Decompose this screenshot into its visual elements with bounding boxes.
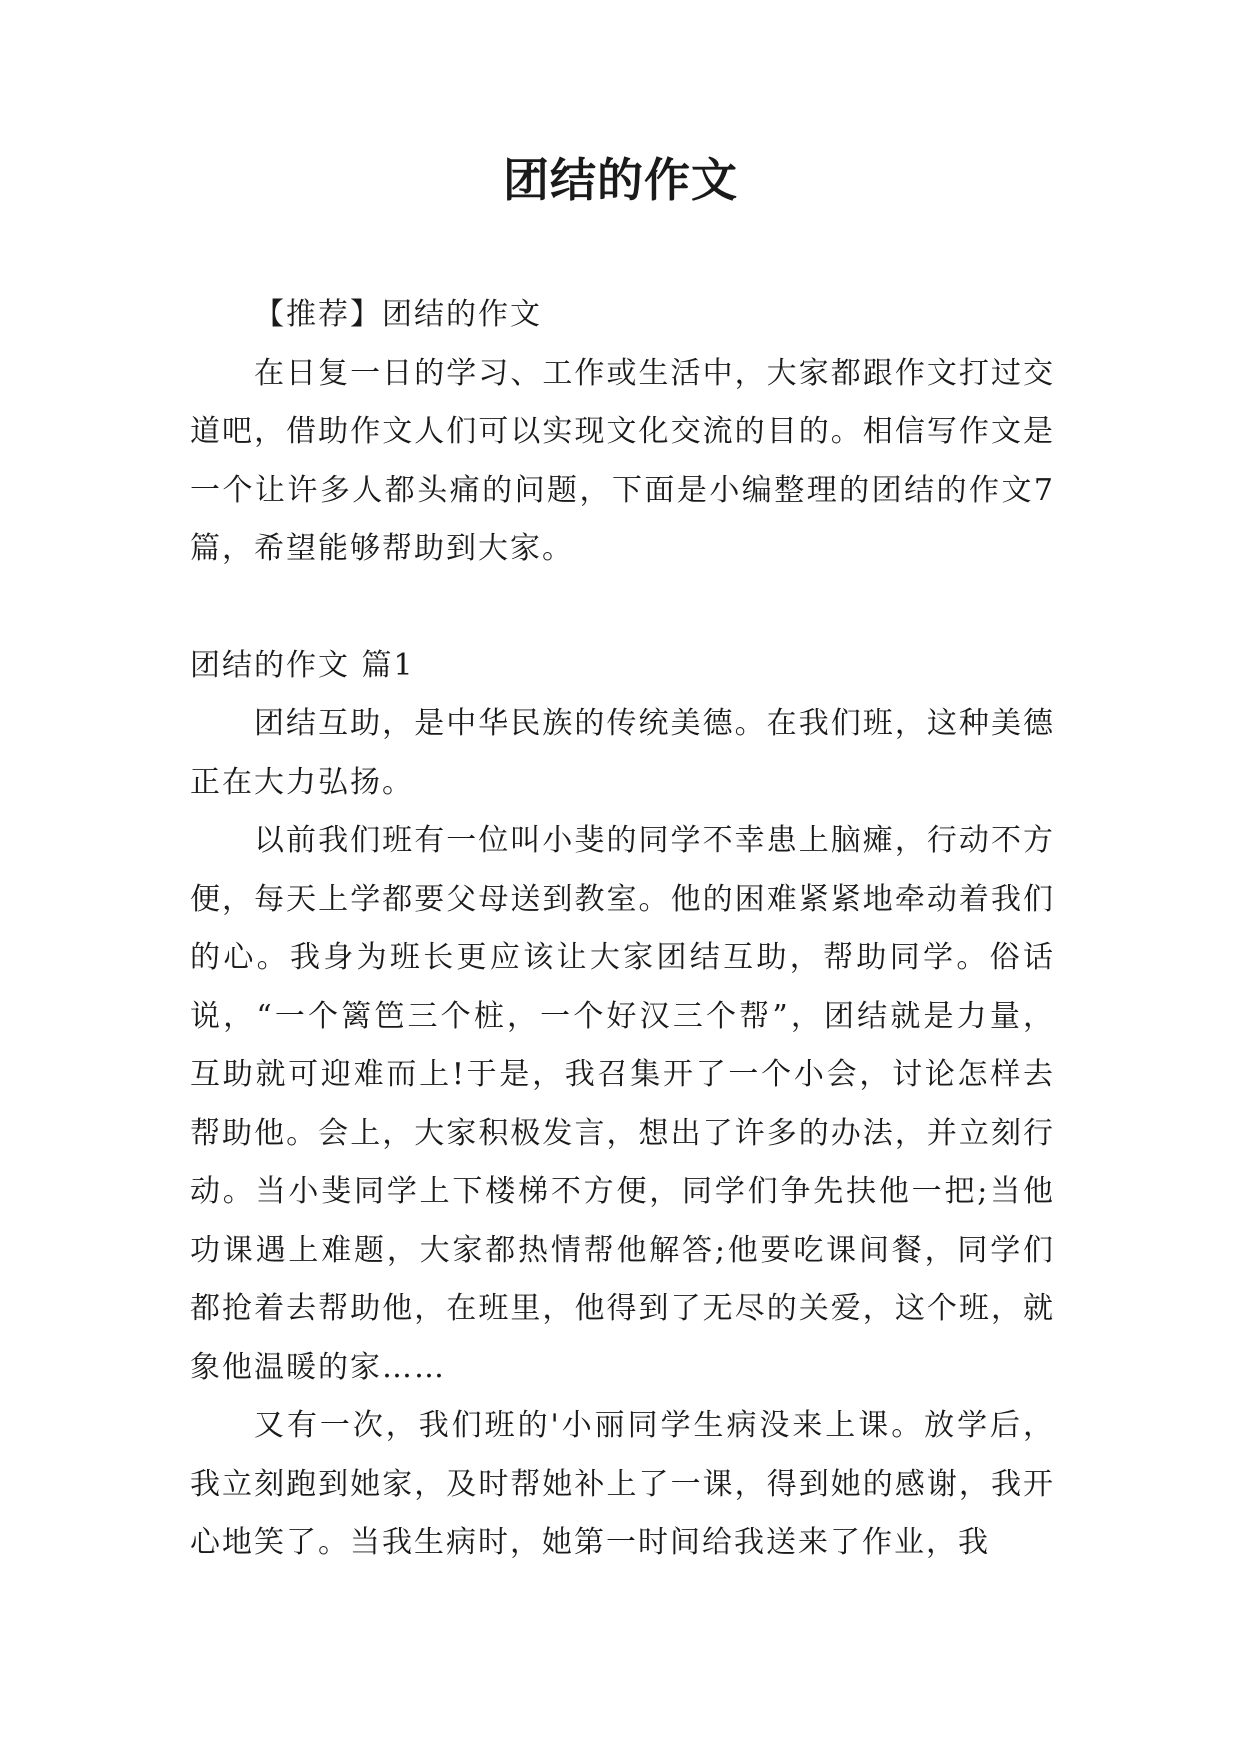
section-heading: 团结的作文 篇1 — [190, 647, 415, 683]
intro-paragraph: 在日复一日的学习、工作或生活中，大家都跟作文打过交道吧，借助作文人们可以实现文化交流的目的。相信写作文是一个让许多人都头痛的问题，下面是小编整理的团结的作文7篇，希望能够帮助到大家。 — [190, 355, 1055, 566]
body-paragraph: 以前我们班有一位叫小斐的同学不幸患上脑瘫，行动不方便，每天上学都要父母送到教室。他的困难紧紧地牵动着我们的心。我身为班长更应该让大家团结互助，帮助同学。俗话说，“一个篱笆三个桩，一个好汉三个帮”，团结就是力量，互助就可迎难而上!于是，我召集开了一个小会，讨论怎样去帮助他。会上，大家积极发言，想出了许多的办法，并立刻行动。当小斐同学上下楼梯不方便，同学们争先扶他一把;当他功课遇上难题，大家都热情帮他解答;他要吃课间餐，同学们都抢着去帮助他，在班里，他得到了无尽的关爱，这个班，就象他温暖的家…… — [190, 823, 1055, 1385]
body-paragraph: 又有一次，我们班的'小丽同学生病没来上课。放学后，我立刻跑到她家，及时帮她补上了一课，得到她的感谢，我开心地笑了。当我生病时，她第一时间给我送来了作业，我 — [190, 1408, 1055, 1560]
document-title: 团结的作文 — [503, 153, 738, 207]
document-body — [190, 286, 1055, 1573]
recommend-line: 【推荐】团结的作文 — [254, 297, 542, 332]
body-paragraph: 团结互助，是中华民族的传统美德。在我们班，这种美德正在大力弘扬。 — [190, 706, 1055, 800]
